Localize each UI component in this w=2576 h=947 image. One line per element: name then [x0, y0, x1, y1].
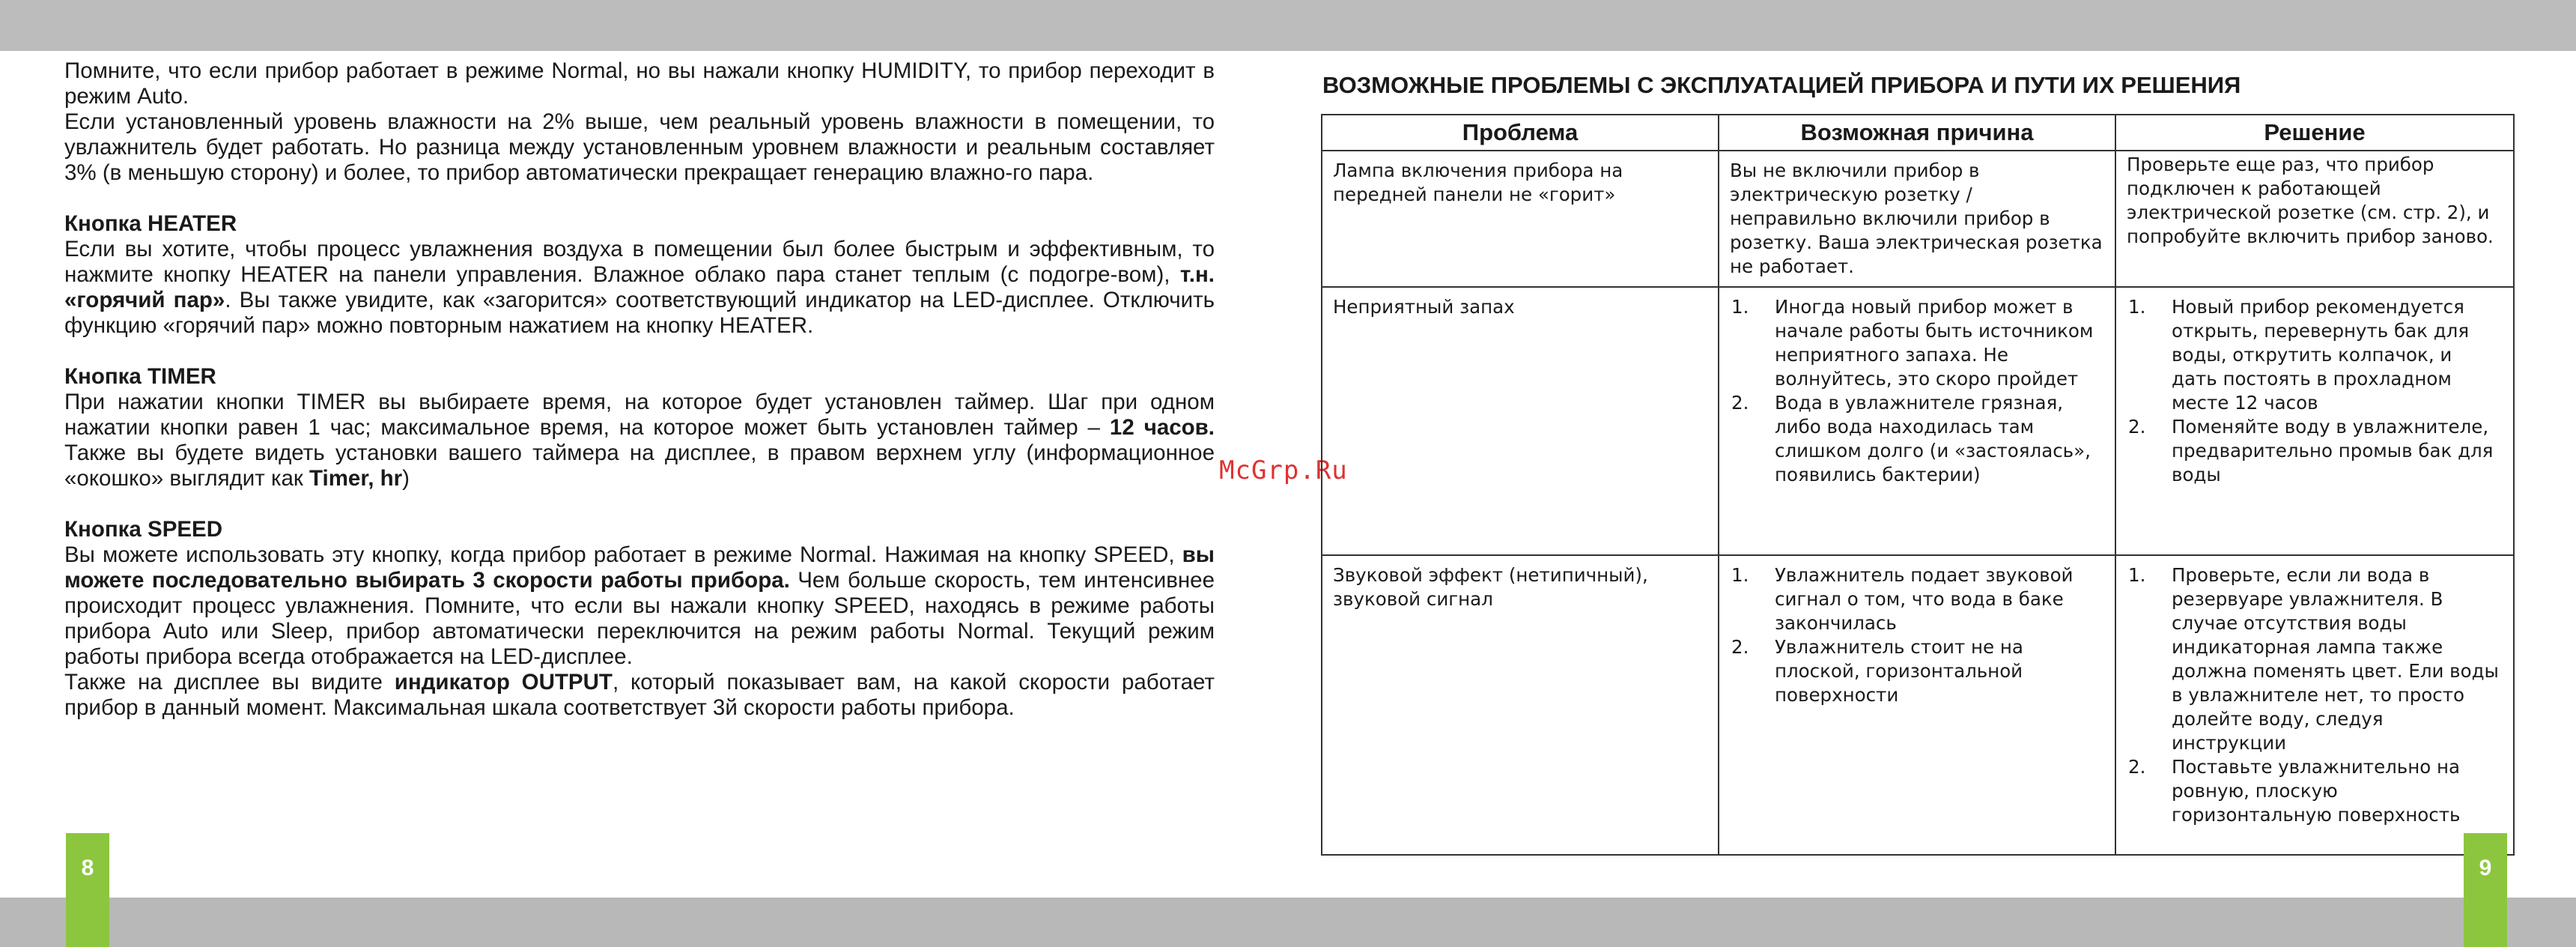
paragraph-output [64, 670, 1215, 721]
spacer [64, 339, 1215, 364]
cell-problem: Звуковой эффект (нетипичный), звуковой сигнал [1322, 555, 1719, 855]
cell-problem: Лампа включения прибора на передней панели не «горит» [1322, 151, 1719, 287]
list-number: 2. [2128, 756, 2146, 778]
speed-text-a: Вы можете использовать эту кнопку, когда прибор работает в режиме Normal. Нажимая на кнопку SPEED, [64, 542, 1182, 567]
list-item [2127, 295, 2503, 415]
page-number-left: 8 [66, 833, 109, 947]
output-text-bold: индикатор OUTPUT [394, 670, 613, 695]
cause-list [1730, 563, 2104, 707]
left-page-text [64, 58, 1215, 721]
list-text: Поменяйте воду в увлажнителе, предварительно промыв бак для воды [2172, 416, 2494, 485]
list-number: 2. [1731, 392, 1749, 414]
timer-text-bold: 12 часов. [1109, 415, 1215, 440]
cell-solution: Проверьте еще раз, что прибор подключен к работающей электрической розетке (см. стр. 2), и попробуйте включить прибор заново. [2115, 151, 2514, 287]
speed-text-bold: вы можете последовательно выбирать 3 скорости работы прибора. [64, 542, 1215, 593]
cell-cause [1719, 555, 2115, 855]
spacer [64, 491, 1215, 517]
list-text: Иногда новый прибор может в начале работы быть источником неприятного запаха. Не волнуйтесь, это скоро пройдет [1775, 296, 2094, 390]
table-header-row [1322, 115, 2514, 151]
speed-text-c: Чем больше скорость, тем интенсивнее происходит процесс увлажнения. Помните, что если вы нажали кнопку SPEED, находясь в режиме работы прибора Auto или Sleep, прибор автоматически переключится на режим работы Normal. Текущий режим работы прибора всегда отображается на LED-дисплее. [64, 568, 1215, 669]
list-text: Поставьте увлажнительно на ровную, плоскую горизонтальную поверхность [2172, 756, 2461, 826]
heading-timer: Кнопка TIMER [64, 364, 216, 389]
cell-solution [2115, 555, 2514, 855]
list-item [2127, 755, 2503, 827]
list-item [1730, 391, 2104, 487]
timer-text-label: Timer, hr [309, 466, 403, 491]
troubleshooting-table [1321, 114, 2515, 856]
paragraph-speed [64, 542, 1215, 670]
paragraph-timer [64, 390, 1215, 491]
list-item [1730, 563, 2104, 635]
top-band [0, 0, 2576, 51]
list-text: Увлажнитель подает звуковой сигнал о том, что вода в баке закончилась [1775, 564, 2074, 634]
list-number: 2. [2128, 416, 2146, 438]
list-text: Вода в увлажнителе грязная, либо вода находилась там слишком долго (и «застоялась», появились бактерии) [1775, 392, 2091, 485]
cell-solution [2115, 287, 2514, 555]
column-header-solution: Решение [2115, 115, 2514, 151]
page-number-right: 9 [2464, 833, 2507, 947]
list-number: 1. [2128, 296, 2146, 318]
output-text-c: , который показывает вам, на какой скорости работает прибор в данный момент. Максимальная шкала соответствует 3й скорости работы прибора. [64, 670, 1215, 720]
heading-heater: Кнопка HEATER [64, 211, 237, 236]
paragraph-heater [64, 237, 1215, 339]
solution-list [2127, 563, 2503, 827]
list-number: 1. [1731, 564, 1749, 586]
timer-text-c: Также вы будете видеть установки вашего таймера на дисплее, в правом верхнем углу (информационное «окошко» выглядит как [64, 441, 1215, 491]
table-row [1322, 555, 2514, 855]
list-item [1730, 295, 2104, 391]
column-header-cause: Возможная причина [1719, 115, 2115, 151]
column-header-problem: Проблема [1322, 115, 1719, 151]
list-text: Увлажнитель стоит не на плоской, горизонтальной поверхности [1775, 636, 2023, 706]
table-row [1322, 151, 2514, 287]
list-item [2127, 415, 2503, 487]
heater-text-bold: т.н. «горячий пар» [64, 262, 1215, 312]
cell-cause: Вы не включили прибор в электрическую розетку / неправильно включили прибор в розетку. Ваша электрическая розетка не работает. [1719, 151, 2115, 287]
heater-text-a: Если вы хотите, чтобы процесс увлажнения воздуха в помещении был более быстрым и эффективным, то нажмите кнопку HEATER на панели управления. Влажное облако пара станет теплым (с подогре-вом), [64, 237, 1215, 287]
list-number: 1. [1731, 296, 1749, 318]
cell-problem: Неприятный запах [1322, 287, 1719, 555]
spacer [64, 186, 1215, 211]
paragraph-humidity-level: Если установленный уровень влажности на 2% выше, чем реальный уровень влажности в помещении, то увлажнитель будет работать. Но разница между установленным уровнем влажности и реальным составляет 3% (в меньшую сторону) и более, то прибор автоматически прекращает генерацию влажно-го пара. [64, 109, 1215, 185]
bottom-band [0, 898, 2576, 947]
list-number: 2. [1731, 636, 1749, 658]
heading-speed: Кнопка SPEED [64, 517, 223, 542]
heater-text-c: . Вы также увидите, как «загорится» соответствующий индикатор на LED-дисплее. Отключить функцию «горячий пар» можно повторным нажатием на кнопку HEATER. [64, 288, 1215, 338]
output-text-a: Также на дисплее вы видите [64, 670, 395, 695]
list-number: 1. [2128, 564, 2146, 586]
timer-text-e: ) [402, 466, 410, 491]
troubleshooting-title: ВОЗМОЖНЫЕ ПРОБЛЕМЫ С ЭКСПЛУАТАЦИЕЙ ПРИБОРА И ПУТИ ИХ РЕШЕНИЯ [1322, 72, 2241, 98]
list-text: Проверьте, если ли вода в резервуаре увлажнителя. В случае отсутствия воды индикаторная лампа также должна поменять цвет. Ели воды в увлажнителе нет, то просто долейте воду, следуя инструкции [2172, 564, 2499, 754]
list-item [2127, 563, 2503, 755]
table-row [1322, 287, 2514, 555]
watermark-text: McGrp.Ru [1219, 456, 1348, 485]
list-item [1730, 635, 2104, 707]
list-text: Новый прибор рекомендуется открыть, перевернуть бак для воды, открутить колпачок, и дать постоять в прохладном месте 12 часов [2172, 296, 2470, 414]
solution-list [2127, 295, 2503, 487]
cause-list [1730, 295, 2104, 487]
timer-text-a: При нажатии кнопки TIMER вы выбираете время, на которое будет установлен таймер. Шаг при одном нажатии кнопки равен 1 час; максимальное время, на которое может быть установлен таймер – [64, 390, 1215, 440]
paragraph-humidity-note: Помните, что если прибор работает в режиме Normal, но вы нажали кнопку HUMIDITY, то прибор переходит в режим Auto. [64, 58, 1215, 109]
cell-cause [1719, 287, 2115, 555]
